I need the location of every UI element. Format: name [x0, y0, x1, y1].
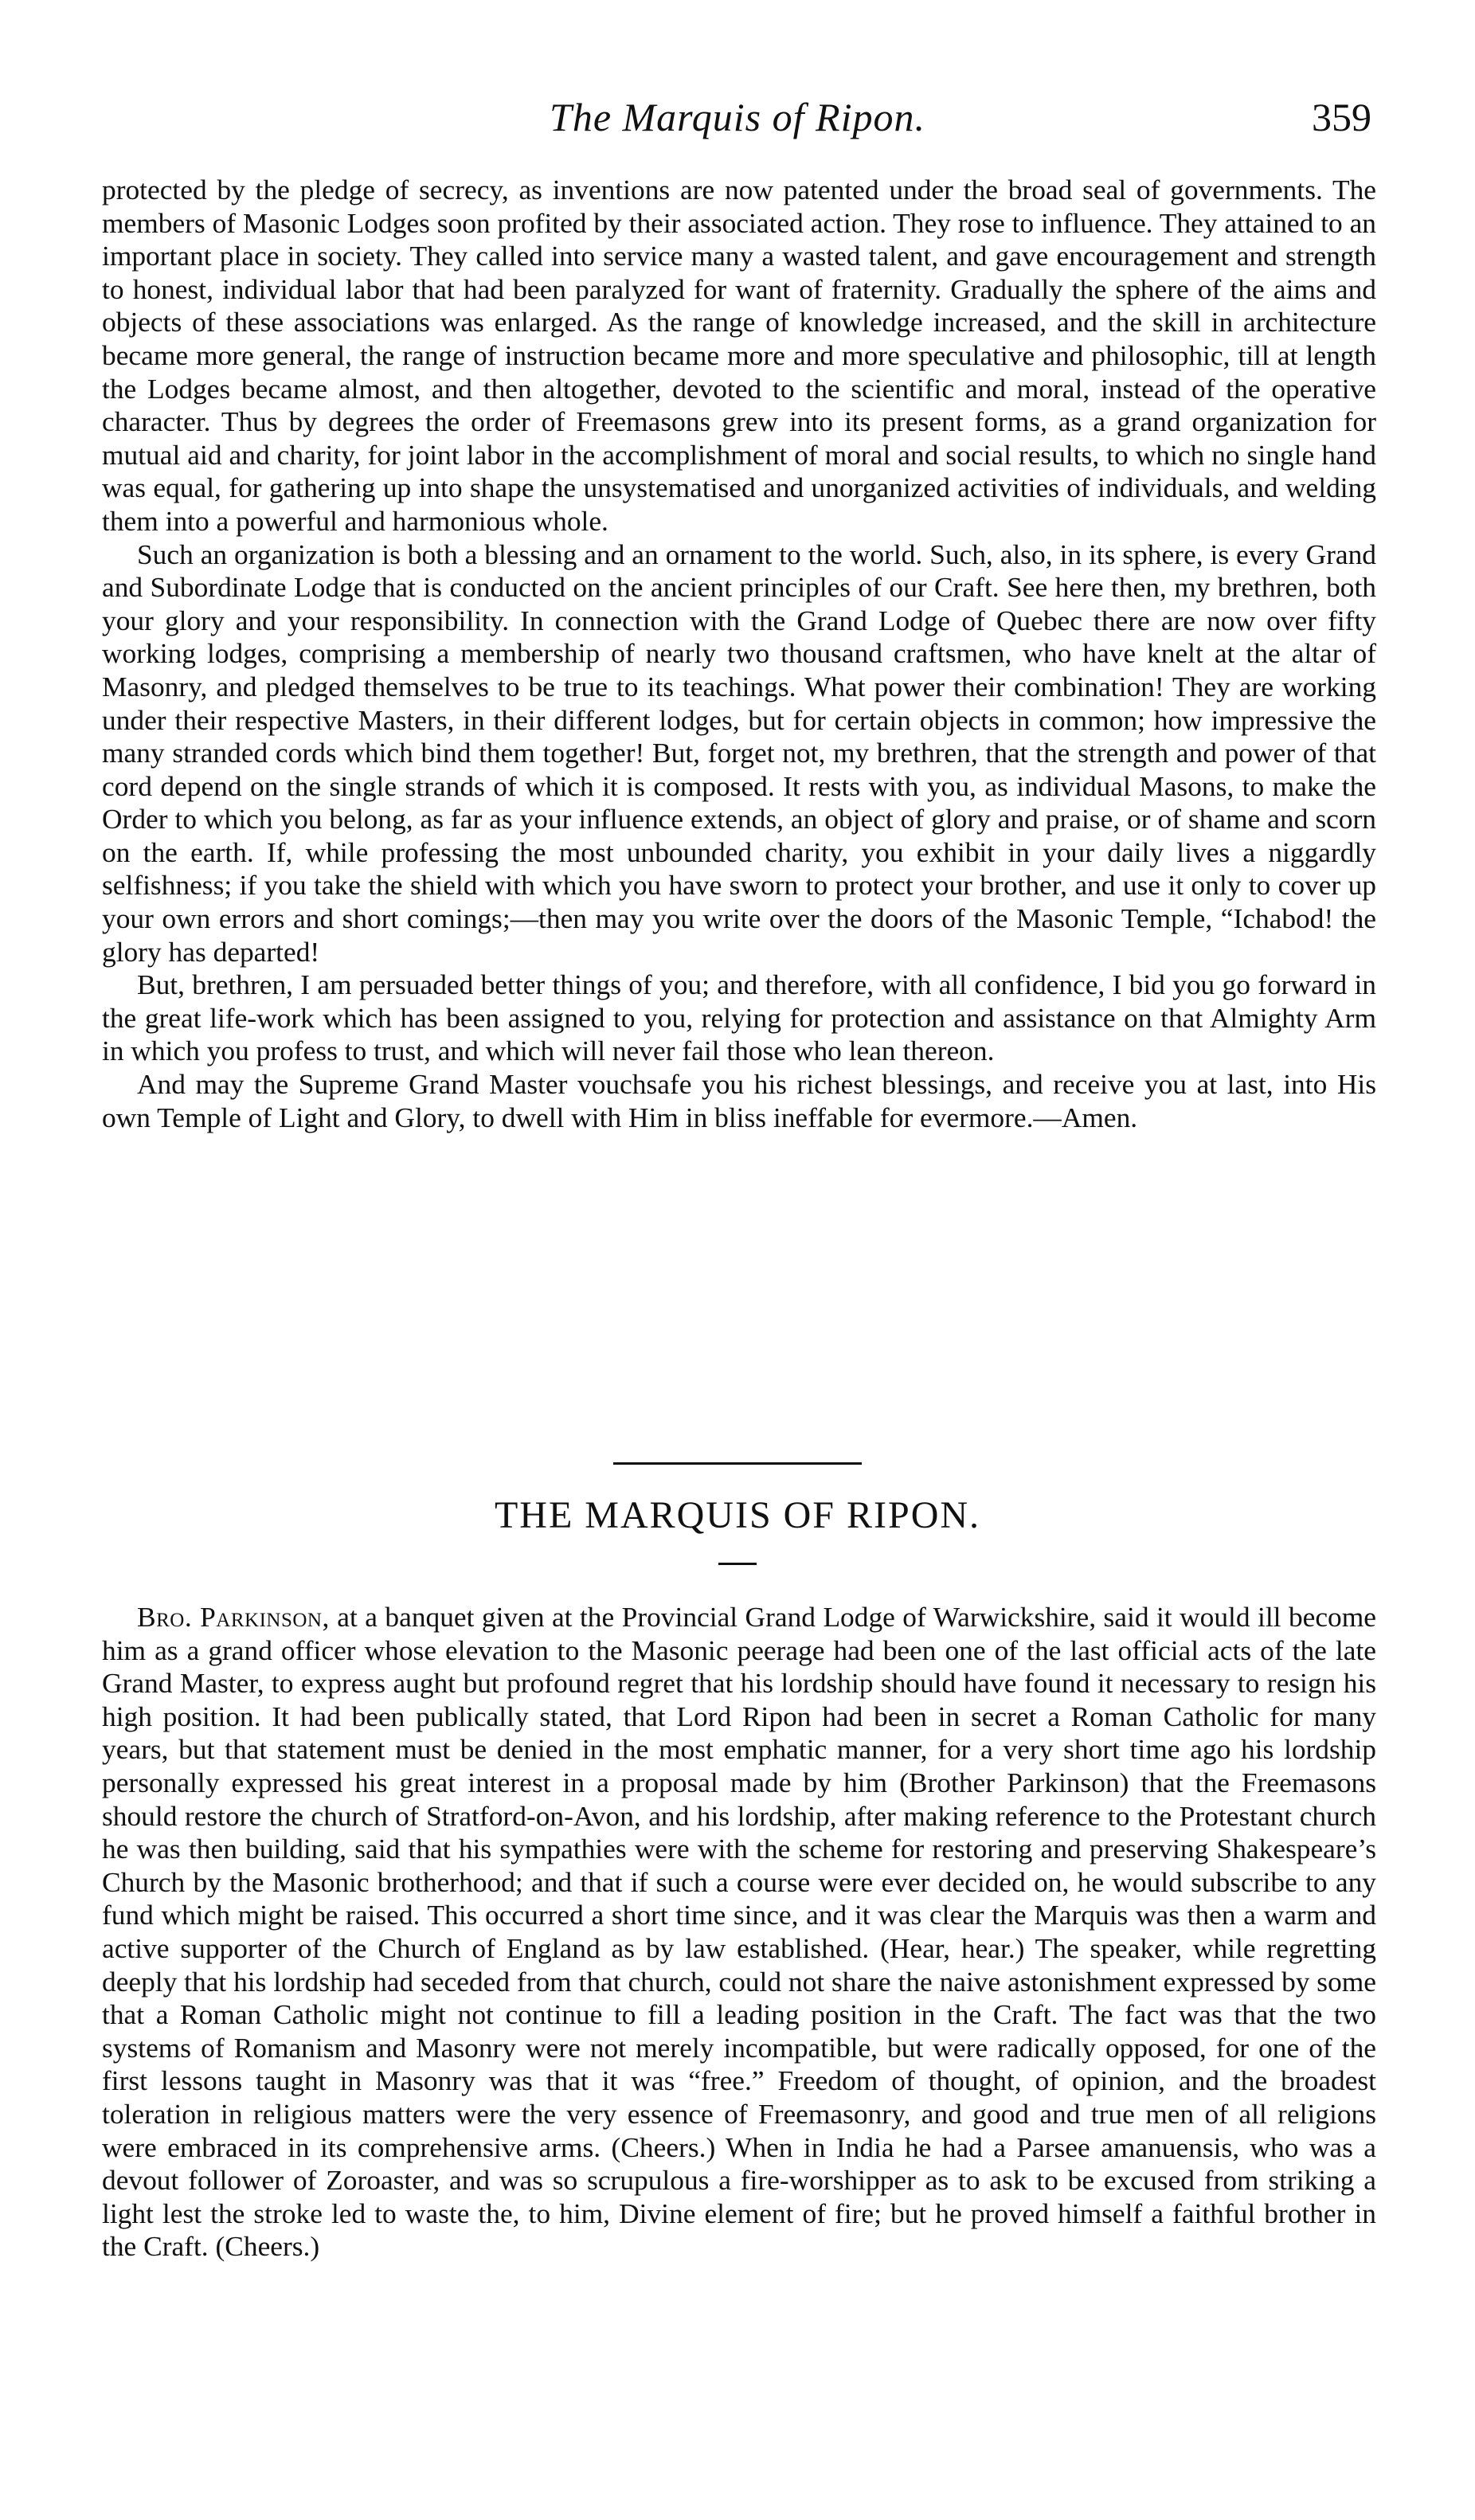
paragraph: Such an organization is both a blessing and an ornament to the world. Such, also, in its sphere, is every Grand and Subordinate Lodge that is conducted on the ancient principles of our Craft. See here then, my brethren, both your glory and your responsibility. In connection with the Grand Lodge of Quebec there are now over fifty working lodges, comprising a membership of nearly two thousand craftsmen, who have knelt at the altar of Masonry, and pledged themselves to be true to its teachings. What power their combination! They are working under their respective Masters, in their different lodges, but for certain objects in common; how impressive the many stranded cords which bind them together! But, forget not, my brethren, that the strength and power of that cord depend on the single strands of which it is composed. It rests with you, as individual Masons, to make the Order to which you belong, as far as your influence extends, an object of glory and praise, or of shame and scorn on the earth. If, while professing the most unbounded charity, you exhibit in your daily lives a niggardly selfishness; if you take the shield with which you have sworn to protect your brother, and use it only to cover up your own errors and short comings;—then may you write over the doors of the Masonic Temple, “Ichabod! the glory has departed!	[102, 538, 1376, 968]
article-heading: THE MARQUIS OF RIPON.	[494, 1494, 981, 1536]
article-text	[102, 1601, 1376, 2264]
paragraph: protected by the pledge of secrecy, as inventions are now patented under the broad seal of governments. The members of Masonic Lodges soon profited by their associated action. They rose to influence. They attained to an important place in society. They called into service many a wasted talent, and gave encouragement and strength to honest, individual labor that had been paralyzed for want of fraternity. Gradually the sphere of the aims and objects of these associations was enlarged. As the range of knowledge increased, and the skill in architecture became more general, the range of instruction became more and more speculative and philosophic, till at length the Lodges became almost, and then altogether, devoted to the scientific and moral, instead of the operative character. Thus by degrees the order of Freemasons grew into its present forms, as a grand organization for mutual aid and charity, for joint labor in the accomplishment of moral and social results, to which no single hand was equal, for gathering up into shape the unsystematised and unorganized activities of individuals, and welding them into a powerful and harmonious whole.	[102, 174, 1376, 537]
paragraph: And may the Supreme Grand Master vouchsafe you his richest blessings, and receive you at last, into His own Temple of Light and Glory, to dwell with Him in bliss ineffable for evermore.—Amen.	[102, 1068, 1376, 1133]
running-title: The Marquis of Ripon.	[550, 95, 925, 139]
speaker-name: Bro. Parkinson,	[137, 1601, 330, 1633]
heading-underline-rule	[718, 1563, 757, 1565]
running-head	[0, 89, 1475, 145]
paragraph	[102, 1601, 1376, 2264]
paragraph: But, brethren, I am persuaded better things of you; and therefore, with all confidence, I bid you go forward in the great life-work which has been assigned to you, relying for protection and assistance on that Almighty Arm in which you profess to trust, and which will never fail those who lean thereon.	[102, 968, 1376, 1067]
paragraph-body: at a banquet given at the Provincial Grand Lodge of Warwickshire, said it would ill become him as a grand officer whose elevation to the Masonic peerage had been one of the last official acts of the late Grand Master, to express aught but profound regret that his lordship should have found it necessary to resign his high position. It had been publically stated, that Lord Ripon had been in secret a Roman Catholic for many years, but that statement must be denied in the most emphatic manner, for a very short time ago his lordship personally expressed his great interest in a proposal made by him (Brother Parkinson) that the Freemasons should restore the church of Stratford-on-Avon, and his lordship, after making reference to the Protestant church he was then building, said that his sympathies were with the scheme for restoring and preserving Shakespeare’s Church by the Masonic brotherhood; and that if such a course were ever decided on, he would subscribe to any fund which might be raised. This occurred a short time since, and it was clear the Marquis was then a warm and active supporter of the Church of England as by law established. (Hear, hear.) The speaker, while regretting deeply that his lordship had seceded from that church, could not share the naive astonishment expressed by some that a Roman Catholic might not continue to fill a leading position in the Craft. The fact was that the two systems of Romanism and Masonry were not merely incompatible, but were radically opposed, for one of the first lessons taught in Masonry was that it was “free.” Freedom of thought, of opinion, and the broadest toleration in religious matters were the very essence of Freemasonry, and good and true men of all religions were embraced in its comprehensive arms. (Cheers.) When in India he had a Parsee amanuensis, who was a devout follower of Zoroaster, and was so scrupulous a fire-worshipper as to ask to be excused from striking a light lest the stroke led to waste the, to him, Divine element of fire; but he proved himself a faithful brother in the Craft. (Cheers.)	[102, 1601, 1377, 2263]
section-divider-rule	[613, 1462, 862, 1465]
page-number: 359	[1312, 95, 1371, 139]
previous-article-text	[102, 174, 1376, 1134]
